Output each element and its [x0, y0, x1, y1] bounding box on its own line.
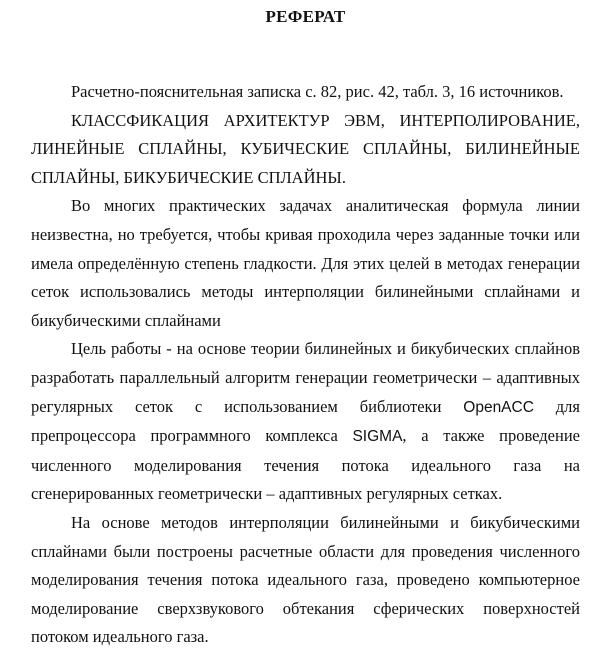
paragraph-intro: Во многих практических задачах аналитическая формула линии неизвестна, но требуется, чтобы кривая проходила через заданные точки или имела определённую степень гладкости. Для этих целей в методах генерации сеток использовались методы интерполяции билинейными сплайнами и бикубическими сплайнами — [31, 196, 580, 330]
document-title: РЕФЕРАТ — [265, 7, 346, 26]
paragraph-results: На основе методов интерполяции билинейными и бикубическими сплайнами были построены расчетные области для проведения численного моделирования течения потока идеального газа, проведено компьютерное моделирование сверхзвукового обтекания сферических поверхностей потоком идеального газа. — [31, 512, 580, 647]
openacc-term: OpenACC — [463, 398, 534, 416]
keywords-paragraph: КЛАССФИКАЦИЯ АРХИТЕКТУР ЭВМ, ИНТЕРПОЛИРОВАНИЕ, ЛИНЕЙНЫЕ СПЛАЙНЫ, КУБИЧЕСКИЕ СПЛАЙНЫ, БИЛИНЕЙНЫЕ СПЛАЙНЫ, БИКУБИЧЕСКИЕ СПЛАЙНЫ. — [31, 110, 580, 187]
sigma-term: SIGMA — [352, 428, 403, 446]
goal-text-part-2: для препроцессора программного комплекса — [31, 396, 580, 446]
paragraph-goal — [31, 335, 580, 509]
goal-text-part-3: , а также проведение численного моделирования течения потока идеального газа на сгенерированных геометрически – адаптивных регулярных сетках. — [31, 426, 580, 504]
goal-text-part-1: Цель работы - на основе теории билинейных и бикубических сплайнов разработать параллельный алгоритм генерации геометрически – адаптивных регулярных сеток с использованием библиотеки — [31, 339, 580, 416]
meta-line: Расчетно-пояснительная записка с. 82, рис. 42, табл. 3, 16 источников. — [71, 82, 564, 101]
